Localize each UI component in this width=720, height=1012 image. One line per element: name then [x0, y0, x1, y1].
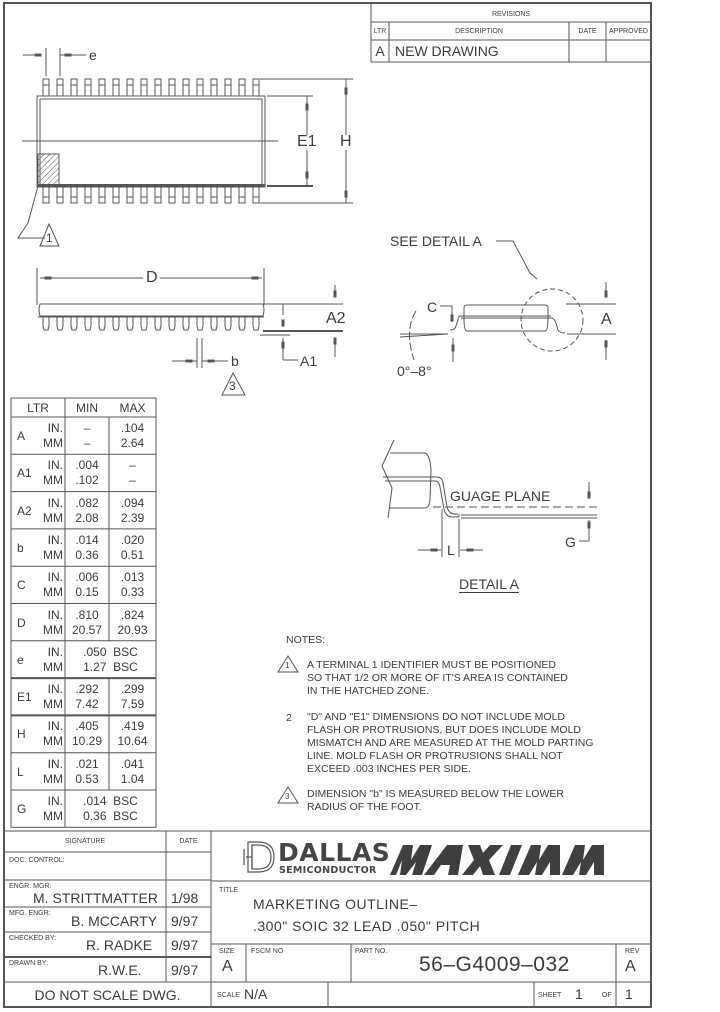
- revisions-col-description: DESCRIPTION: [455, 28, 503, 35]
- sheet-value: 1: [575, 986, 583, 1002]
- dim-row-ltr: e: [17, 652, 24, 667]
- note-line: IN THE HATCHED ZONE.: [307, 685, 430, 697]
- dim-mm-max: 0.51: [120, 547, 145, 562]
- revisions-col-approved: APPROVED: [609, 28, 648, 35]
- dim-mm-min: –: [83, 436, 91, 450]
- size-label: SIZE: [219, 948, 235, 955]
- dim-row-ltr: L: [17, 764, 24, 779]
- dim-in-max: .104: [120, 421, 145, 435]
- notes-heading: NOTES:: [286, 634, 326, 646]
- rev-label: REV: [625, 948, 640, 955]
- note-line: SO THAT 1/2 OR MORE OF IT'S AREA IS CONTAINED: [307, 672, 568, 684]
- dim-in-min: .004: [75, 458, 99, 473]
- rev-value: A: [625, 958, 636, 975]
- dim-mm-bsc: 1.27 BSC: [83, 659, 138, 674]
- semiconductor-logo-text: SEMICONDUCTOR: [279, 865, 377, 876]
- size-value: A: [222, 958, 233, 975]
- dim-in-max: .419: [120, 719, 145, 734]
- dim-mm-max: –: [129, 473, 136, 488]
- of-label: OF: [602, 992, 612, 999]
- dim-in-max: .041: [120, 756, 145, 771]
- revision-row-ltr: A: [375, 43, 385, 59]
- revisions-col-date: DATE: [578, 28, 597, 35]
- dim-mm-min: 0.36: [75, 547, 99, 562]
- engr-mgr-label: ENGR. MGR:: [9, 883, 52, 890]
- dim-row-ltr: E1: [17, 690, 32, 705]
- gauge-plane-label: GUAGE PLANE: [450, 488, 551, 504]
- note-line: DIMENSION "b" IS MEASURED BELOW THE LOWER: [307, 788, 564, 800]
- dim-unit-mm: MM: [43, 697, 63, 712]
- note-1-marker: 1: [285, 661, 290, 670]
- dim-unit-mm: MM: [43, 771, 63, 786]
- dim-row-ltr: H: [17, 727, 26, 742]
- dim-in-min: .405: [75, 719, 99, 734]
- note-line: MISMATCH AND ARE MEASURED AT THE MOLD PARTING: [307, 737, 594, 749]
- dim-row-ltr: C: [17, 578, 26, 593]
- drawn-by-label: DRAWN BY:: [9, 960, 49, 967]
- dim-in-bsc: .050 BSC: [83, 644, 138, 659]
- dim-in-max: .094: [120, 495, 145, 510]
- dim-unit-in: IN.: [47, 644, 63, 659]
- part-no-value: 56–G4009–032: [419, 953, 570, 976]
- dim-mm-min: 7.42: [75, 697, 99, 712]
- dim-in-max: .013: [120, 570, 145, 585]
- dim-in-min: .292: [75, 682, 99, 697]
- scale-label: SCALE: [217, 992, 240, 999]
- note-line: LINE. MOLD FLASH OR PROTRUSIONS SHALL NOT: [307, 750, 563, 762]
- dim-unit-in: IN.: [47, 421, 63, 435]
- scale-value: N/A: [244, 986, 268, 1002]
- dim-in-min: .810: [75, 607, 99, 622]
- engr-mgr-date: 1/98: [171, 890, 199, 906]
- dim-unit-mm: MM: [43, 473, 63, 488]
- maxim-logo: [390, 845, 604, 875]
- title-line-2: .300" SOIC 32 LEAD .050" PITCH: [253, 918, 481, 934]
- signature-header: SIGNATURE: [64, 838, 106, 845]
- dimension-label-a2: A2: [326, 310, 346, 327]
- note-3-marker: 3: [285, 792, 290, 801]
- dim-in-bsc: .014 BSC: [83, 794, 138, 808]
- dim-in-min: .006: [75, 570, 99, 585]
- dim-row-ltr: A: [17, 429, 26, 443]
- dim-unit-in: IN.: [47, 794, 63, 808]
- dim-unit-in: IN.: [47, 458, 63, 473]
- dim-unit-in: IN.: [47, 682, 63, 697]
- dim-mm-max: 0.33: [120, 585, 145, 600]
- dim-mm-max: 10.64: [117, 734, 148, 749]
- dim-mm-min: 20.57: [71, 622, 103, 637]
- dim-mm-bsc: 0.36 BSC: [83, 809, 138, 823]
- engr-mgr-name: M. STRITTMATTER: [33, 890, 158, 906]
- dim-unit-mm: MM: [43, 734, 63, 749]
- see-detail-a-label: SEE DETAIL A: [390, 233, 482, 249]
- drawn-by-name: R.W.E.: [98, 962, 142, 978]
- mfg-engr-label: MFG. ENGR:: [9, 910, 51, 917]
- dim-unit-in: IN.: [47, 495, 63, 510]
- dimension-label-a1: A1: [300, 353, 318, 369]
- checked-by-label: CHECKED BY:: [9, 935, 57, 942]
- title-line-1: MARKETING OUTLINE–: [253, 896, 418, 912]
- dim-unit-mm: MM: [43, 547, 63, 562]
- detail-a-title: DETAIL A: [459, 576, 519, 592]
- note-2-marker: 2: [286, 712, 292, 724]
- dim-unit-mm: MM: [43, 809, 63, 823]
- dim-in-min: –: [83, 421, 91, 435]
- drawn-by-date: 9/97: [171, 962, 199, 978]
- dim-mm-max: 7.59: [120, 697, 145, 712]
- dim-col-min: MIN: [76, 401, 98, 415]
- dimension-label-b: b: [231, 353, 239, 369]
- dim-unit-in: IN.: [47, 532, 63, 547]
- dim-mm-min: .102: [75, 473, 99, 488]
- dim-in-max: .020: [120, 532, 145, 547]
- side-view-package: [37, 268, 343, 395]
- dim-in-max: –: [129, 458, 136, 473]
- terminal-1-marker: 1: [46, 231, 53, 245]
- sheet-label: SHEET: [538, 992, 562, 999]
- dim-unit-mm: MM: [43, 659, 63, 674]
- note-line: A TERMINAL 1 IDENTIFIER MUST BE POSITIONED: [307, 659, 556, 671]
- dimension-label-g: G: [565, 534, 576, 550]
- doc-control-label: DOC. CONTROL:: [9, 857, 65, 864]
- angle-label: 0°–8°: [397, 363, 432, 379]
- dim-row-ltr: b: [17, 540, 24, 555]
- checked-by-name: R. RADKE: [86, 937, 153, 953]
- dimension-label-e1: E1: [297, 133, 317, 150]
- dim-mm-min: 0.53: [75, 771, 99, 786]
- dim-in-min: .014: [75, 532, 99, 547]
- revision-row-description: NEW DRAWING: [395, 43, 499, 59]
- dim-mm-min: 2.08: [75, 510, 99, 525]
- note-line: RADIUS OF THE FOOT.: [307, 801, 422, 813]
- dimension-label-a: A: [601, 311, 612, 328]
- dim-row-ltr: D: [17, 615, 26, 630]
- dim-mm-min: 10.29: [71, 734, 103, 749]
- dim-row-ltr: A1: [17, 466, 32, 481]
- mfg-engr-date: 9/97: [171, 913, 199, 929]
- revisions-header: REVISIONS: [491, 11, 531, 18]
- dim-unit-in: IN.: [47, 607, 63, 622]
- date-header: DATE: [179, 838, 198, 845]
- pitch-label-e: e: [89, 47, 97, 63]
- dim-row-ltr: A2: [17, 503, 32, 518]
- dim-unit-in: IN.: [47, 756, 63, 771]
- dimension-label-h: H: [340, 133, 352, 150]
- checked-by-date: 9/97: [171, 937, 199, 953]
- dallas-logo-text: DALLAS: [278, 838, 391, 867]
- dim-mm-max: 1.04: [120, 771, 145, 786]
- dim-mm-max: 2.64: [120, 436, 145, 450]
- side-view-pins: [43, 317, 259, 330]
- note-line: EXCEED .003 INCHES PER SIDE.: [307, 763, 471, 775]
- mfg-engr-name: B. MCCARTY: [71, 913, 158, 929]
- of-value: 1: [625, 986, 633, 1002]
- dim-unit-mm: MM: [43, 510, 63, 525]
- dim-unit-in: IN.: [47, 719, 63, 734]
- title-label: TITLE: [219, 887, 239, 894]
- dimension-label-d: D: [146, 269, 158, 286]
- do-not-scale-note: DO NOT SCALE DWG.: [34, 987, 181, 1003]
- note-3-marker-side: 3: [229, 379, 236, 393]
- dim-unit-mm: MM: [43, 622, 63, 637]
- dimension-label-l: L: [447, 542, 455, 558]
- dim-in-max: .299: [120, 682, 145, 697]
- dim-mm-min: 0.15: [75, 585, 99, 600]
- dim-unit-in: IN.: [47, 570, 63, 585]
- revisions-col-ltr: LTR: [373, 28, 387, 35]
- fscm-label: FSCM NO: [251, 948, 284, 955]
- dimension-label-c: C: [427, 299, 438, 315]
- dim-in-min: .021: [75, 756, 99, 771]
- dim-in-max: .824: [120, 607, 145, 622]
- dim-row-ltr: G: [17, 802, 27, 816]
- part-no-label: PART NO.: [355, 948, 388, 955]
- dim-unit-mm: MM: [43, 436, 63, 450]
- dim-in-min: .082: [75, 495, 99, 510]
- note-line: "D" AND "E1" DIMENSIONS DO NOT INCLUDE MOLD: [307, 711, 566, 723]
- dim-mm-max: 20.93: [117, 622, 148, 637]
- note-line: FLASH OR PROTRUSIONS, BUT DOES INCLUDE MOLD: [307, 724, 582, 736]
- dim-col-ltr: LTR: [27, 401, 49, 415]
- dallas-logo-emblem: [244, 842, 274, 872]
- dim-col-max: MAX: [119, 401, 146, 415]
- dim-mm-max: 2.39: [120, 510, 145, 525]
- dim-unit-mm: MM: [43, 585, 63, 600]
